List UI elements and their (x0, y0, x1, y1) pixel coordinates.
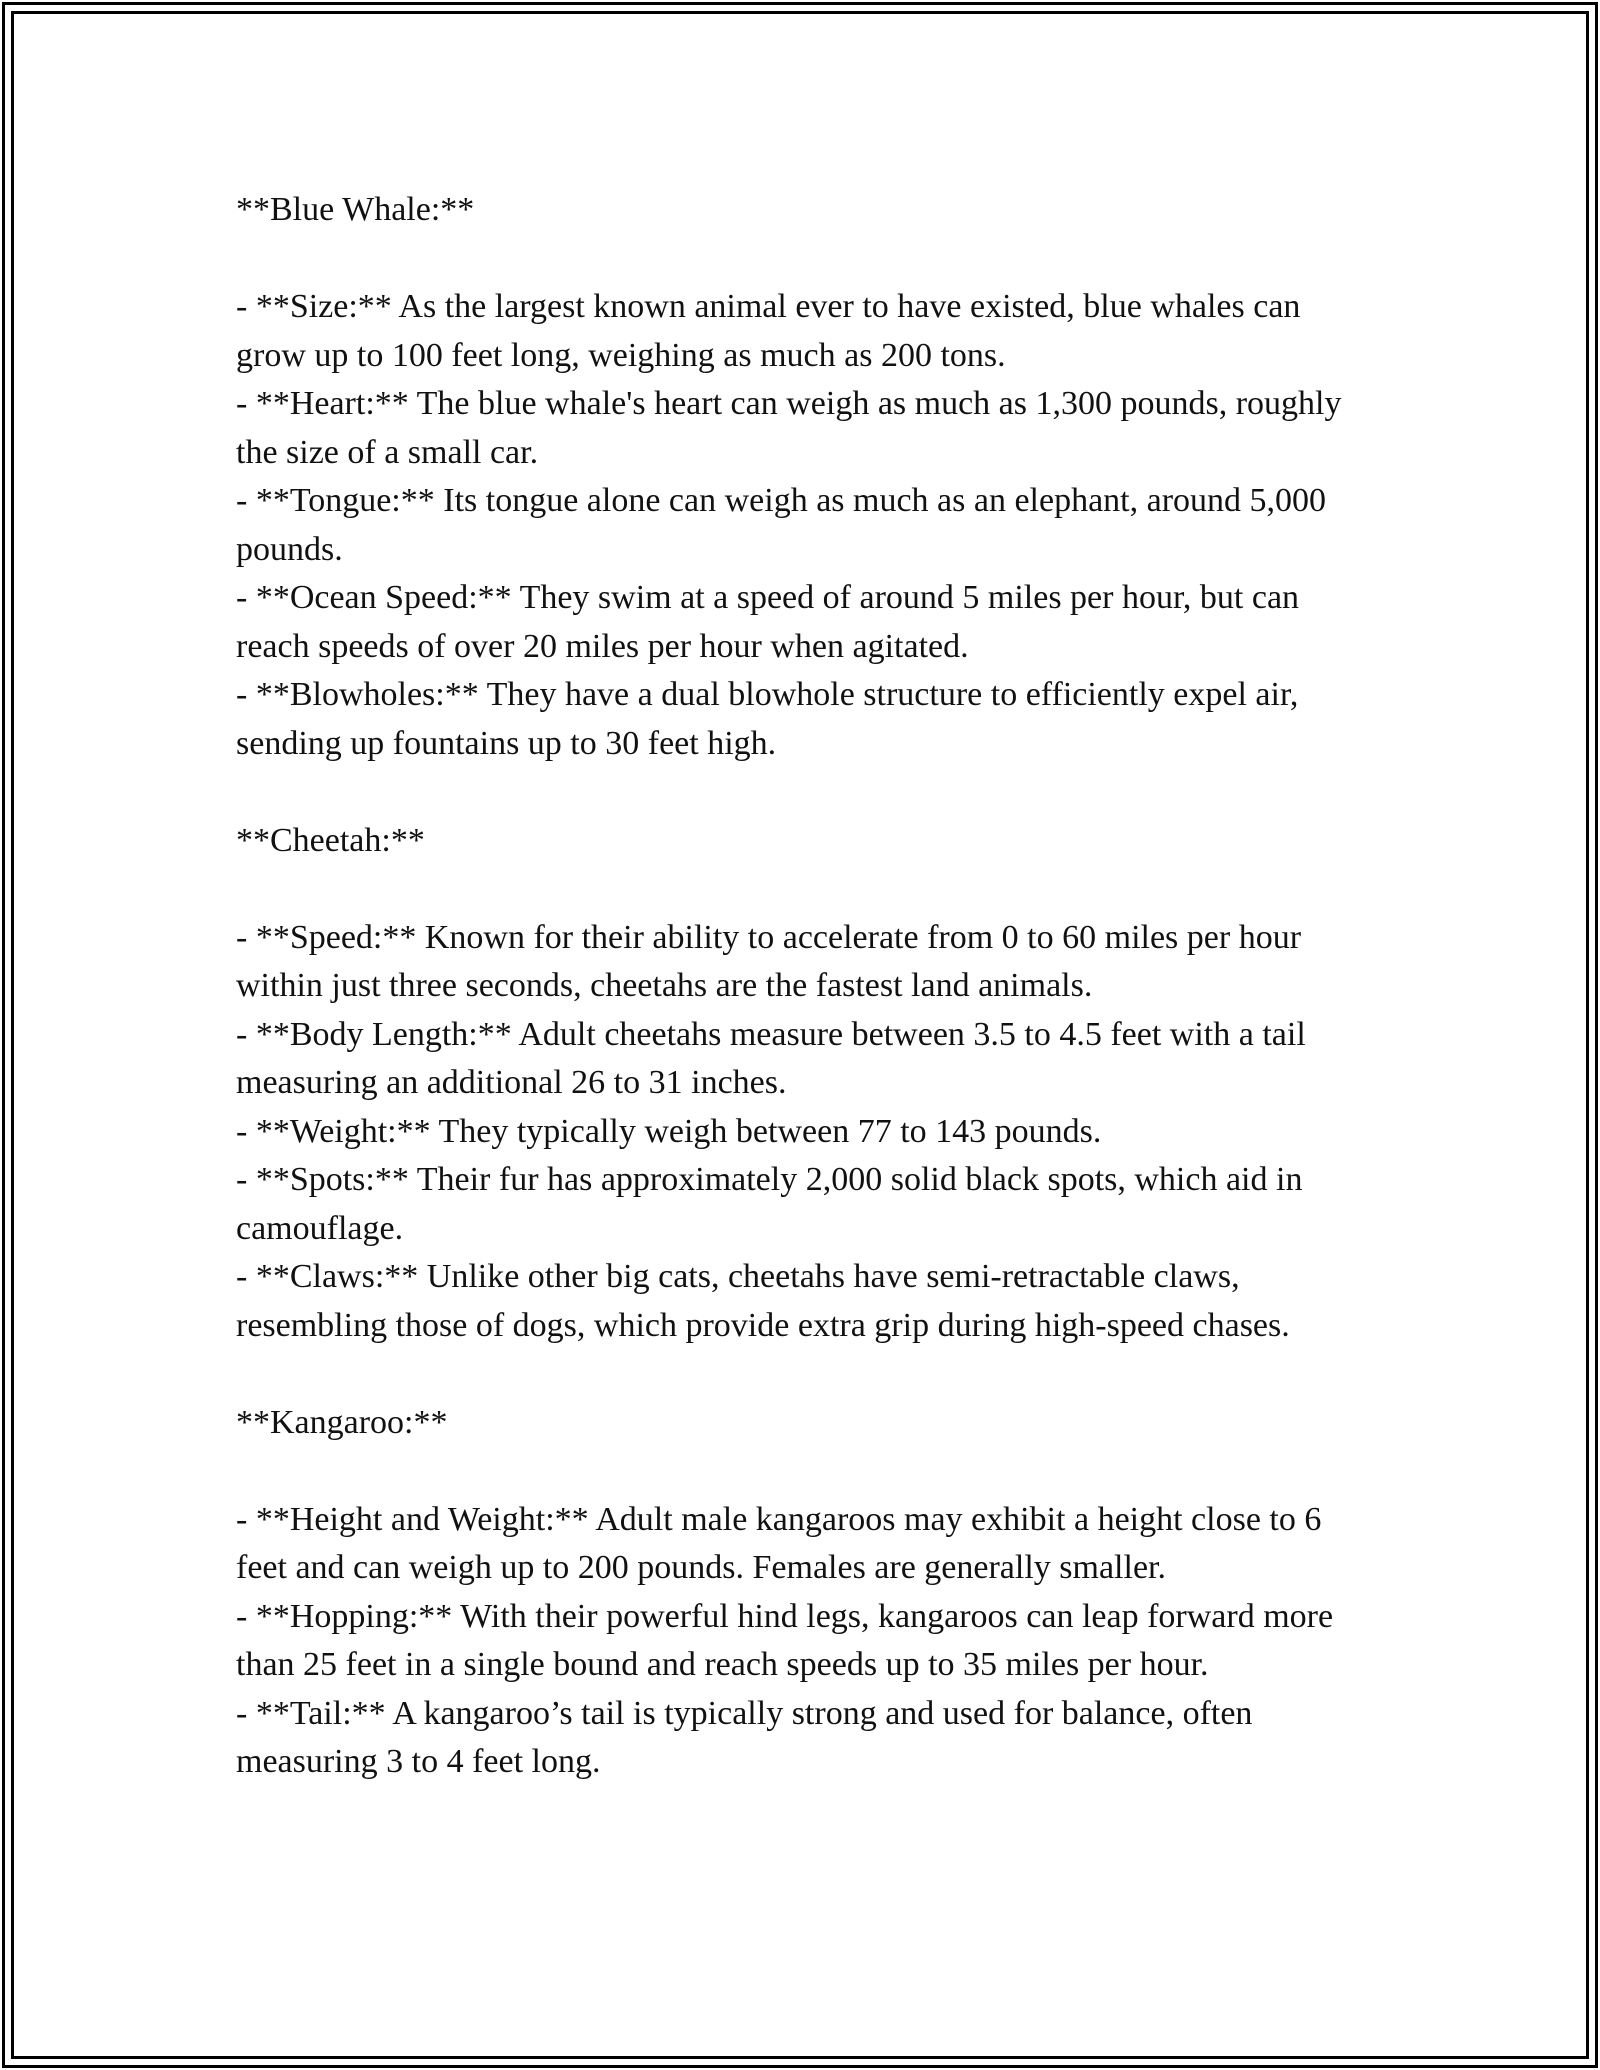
list-item: - **Claws:** Unlike other big cats, cheetahs have semi-retractable claws, resembling those of dogs, which provide extra grip during high-speed chases. (236, 1258, 1290, 1344)
list-item: - **Tongue:** Its tongue alone can weigh as much as an elephant, around 5,000 pounds. (236, 482, 1327, 568)
list-item: - **Spots:** Their fur has approximately 2,000 solid black spots, which aid in camouflage. (236, 1161, 1303, 1247)
list-item: - **Weight:** They typically weigh between 77 to 143 pounds. (236, 1112, 1102, 1150)
list-item: - **Heart:** The blue whale's heart can weigh as much as 1,300 pounds, roughly the size of a small car. (236, 385, 1342, 471)
list-item: - **Body Length:** Adult cheetahs measure between 3.5 to 4.5 feet with a tail measuring an additional 26 to 31 inches. (236, 1015, 1306, 1101)
list-item: - **Blowholes:** They have a dual blowhole structure to efficiently expel air, sending up fountains up to 30 feet high. (236, 676, 1299, 762)
list-item: - **Tail:** A kangaroo’s tail is typically strong and used for balance, often measuring 3 to 4 feet long. (236, 1694, 1253, 1780)
list-item: - **Size:** As the largest known animal ever to have existed, blue whales can grow up to 100 feet long, weighing as much as 200 tons. (236, 288, 1301, 374)
spacer (236, 768, 1364, 817)
list-item: - **Hopping:** With their powerful hind legs, kangaroos can leap forward more than 25 feet in a single bound and reach speeds up to 35 miles per hour. (236, 1597, 1334, 1683)
list-item: - **Ocean Speed:** They swim at a speed of around 5 miles per hour, but can reach speeds of over 20 miles per hour when agitated. (236, 579, 1300, 665)
list-item: - **Height and Weight:** Adult male kangaroos may exhibit a height close to 6 feet and can weigh up to 200 pounds. Females are generally smaller. (236, 1500, 1322, 1586)
spacer (236, 235, 1364, 284)
section-heading-cheetah: **Cheetah:** (236, 821, 425, 859)
spacer (236, 865, 1364, 914)
document-body (236, 186, 1364, 1787)
section-heading-blue-whale: **Blue Whale:** (236, 191, 475, 228)
list-item: - **Speed:** Known for their ability to accelerate from 0 to 60 miles per hour within just three seconds, cheetahs are the fastest land animals. (236, 918, 1302, 1004)
spacer (236, 1350, 1364, 1399)
spacer (236, 1447, 1364, 1496)
section-heading-kangaroo: **Kangaroo:** (236, 1403, 448, 1441)
